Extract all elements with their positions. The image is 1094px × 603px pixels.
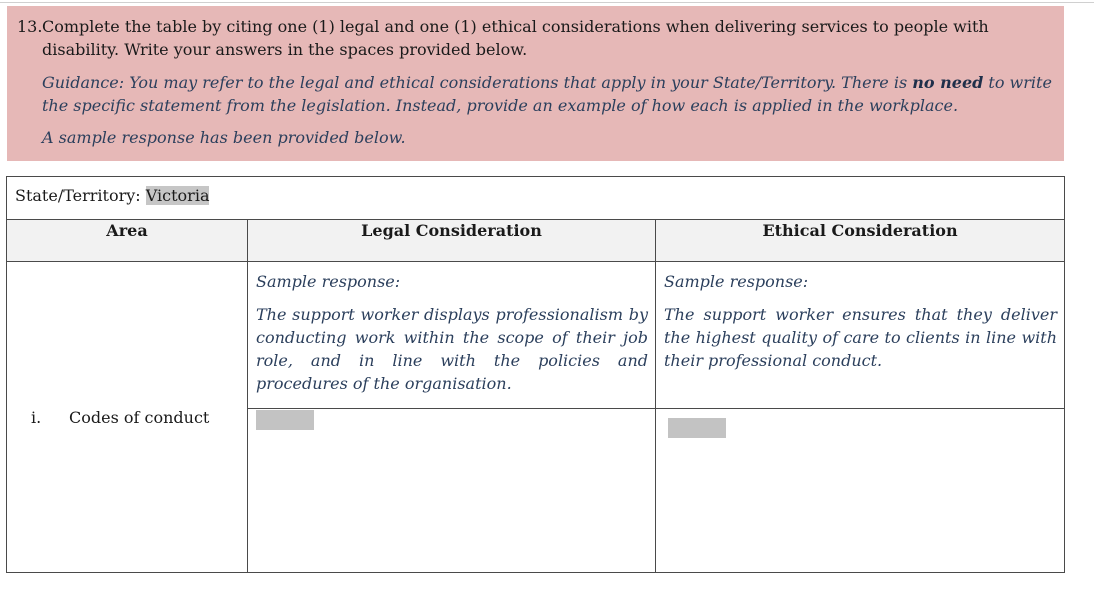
legal-sample-cell bbox=[248, 262, 656, 409]
header-ethical: Ethical Consideration bbox=[656, 220, 1065, 262]
header-area: Area bbox=[7, 220, 248, 262]
question-line bbox=[17, 15, 1056, 61]
question-number: 13. bbox=[17, 17, 43, 36]
guidance-text bbox=[42, 71, 1056, 117]
guidance-emphasis: no need bbox=[912, 73, 984, 92]
sample-note: A sample response has been provided below. bbox=[42, 128, 406, 147]
state-cell bbox=[7, 177, 1065, 220]
ethical-sample-cell bbox=[656, 262, 1065, 409]
state-row bbox=[7, 177, 1065, 220]
header-legal: Legal Consideration bbox=[248, 220, 656, 262]
question-box bbox=[7, 6, 1064, 161]
header-row bbox=[7, 220, 1065, 262]
sample-row bbox=[7, 262, 1065, 409]
area-numeral: i. bbox=[31, 407, 42, 427]
ethical-answer-cell[interactable] bbox=[656, 409, 1065, 573]
ethical-answer-field[interactable] bbox=[668, 418, 726, 438]
state-label: State/Territory: bbox=[15, 186, 146, 205]
ethical-sample-label: Sample response: bbox=[664, 272, 809, 291]
question-text: Complete the table by citing one (1) legal and one (1) ethical considerations when delivering services to people with disability. Write your answers in the spaces provided below. bbox=[42, 17, 989, 59]
legal-sample-label: Sample response: bbox=[256, 272, 401, 291]
ethical-sample-text: The support worker ensures that they deliver the highest quality of care to clients in line with their professional conduct. bbox=[664, 305, 1058, 370]
area-label bbox=[7, 408, 247, 427]
considerations-table bbox=[6, 176, 1065, 573]
guidance-before: Guidance: You may refer to the legal and ethical considerations that apply in your State/Territory. There is bbox=[42, 73, 913, 92]
legal-sample-text: The support worker displays professionalism by conducting work within the scope of their job role, and in line with the policies and procedures of the organisation. bbox=[256, 305, 648, 393]
legal-answer-field[interactable] bbox=[256, 410, 314, 430]
area-cell bbox=[7, 262, 248, 573]
top-divider bbox=[0, 2, 1094, 3]
legal-answer-cell[interactable] bbox=[248, 409, 656, 573]
guidance-after: to write the specific statement from the legislation. Instead, provide an example of how each is applied in the workplace. bbox=[42, 73, 1052, 115]
state-value-field[interactable]: Victoria bbox=[145, 186, 210, 205]
area-name: Codes of conduct bbox=[69, 407, 210, 427]
